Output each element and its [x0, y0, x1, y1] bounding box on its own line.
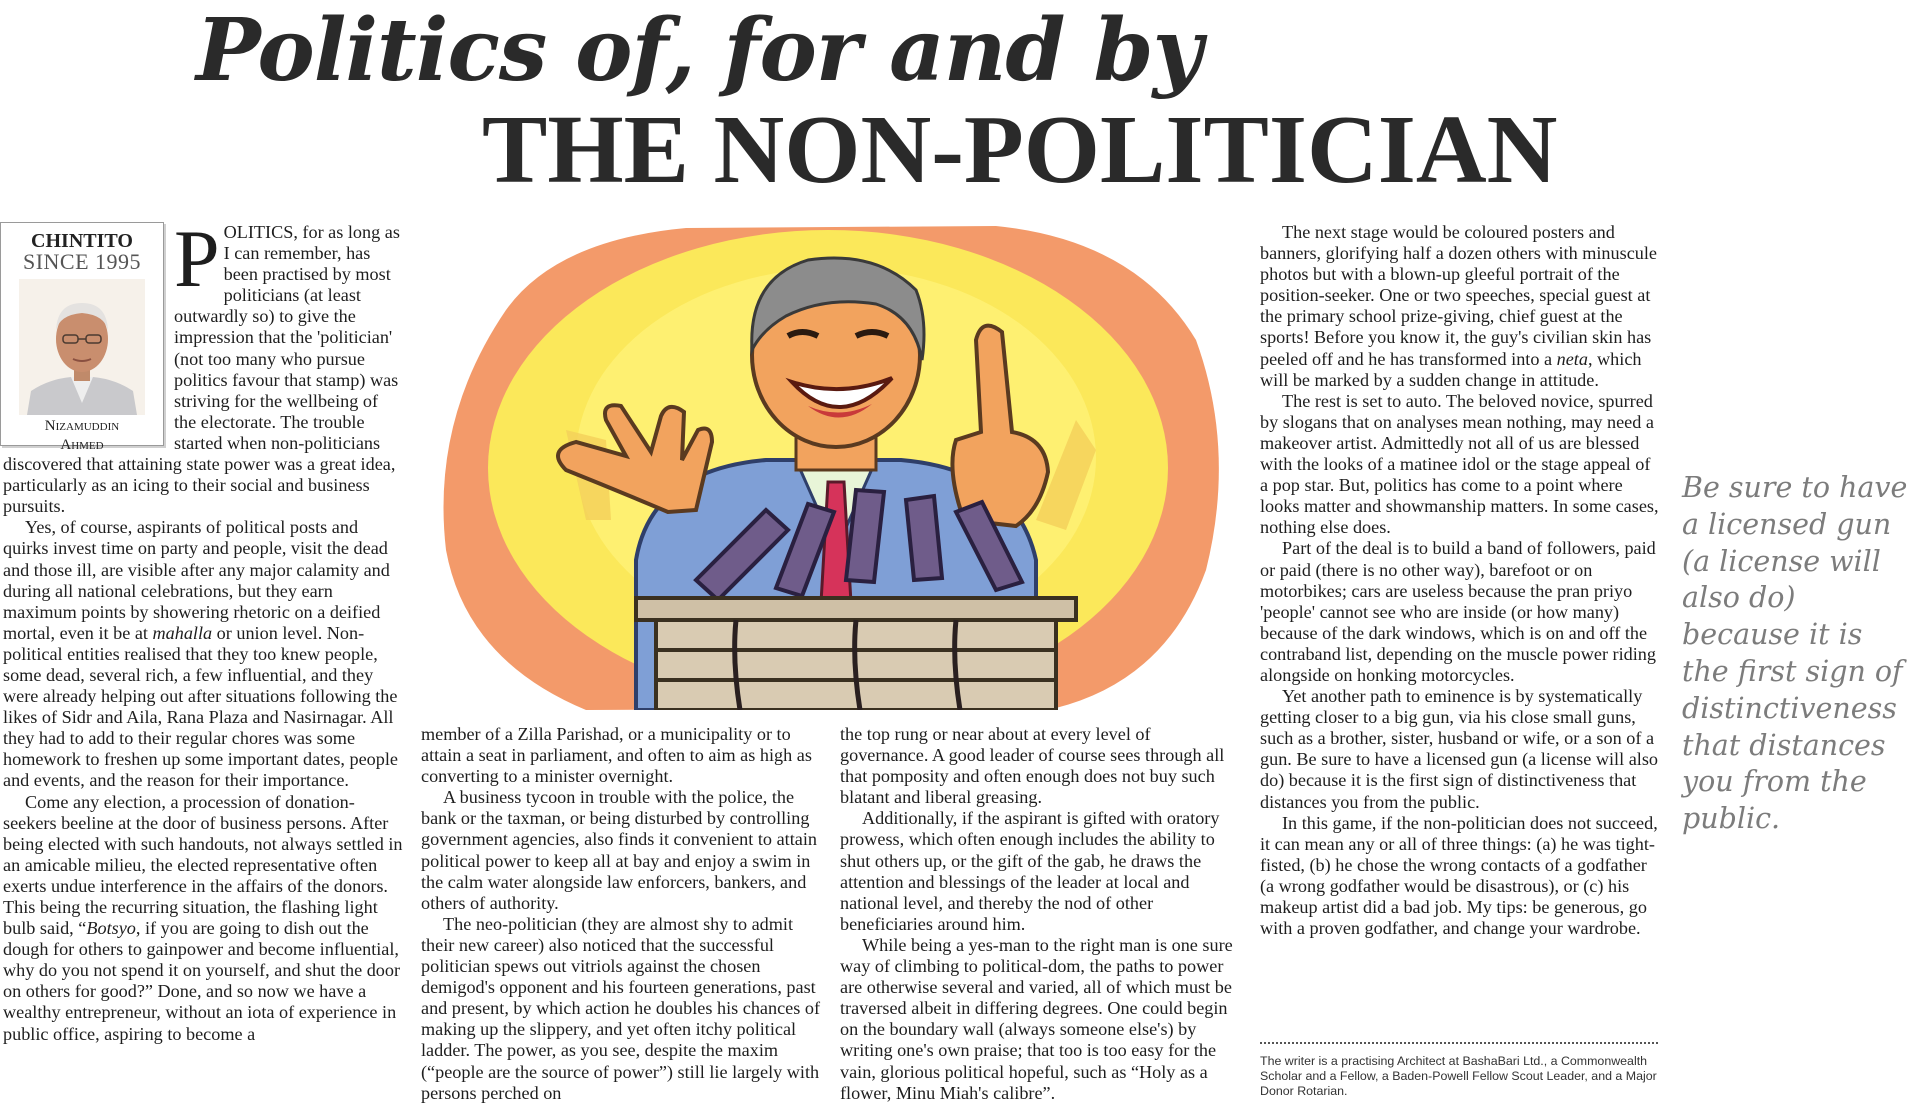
headline-line-2: THE NON-POLITICIAN: [482, 96, 1558, 204]
paragraph-12: Part of the deal is to build a band of followers, paid or paid (there is no other way), barefoot or on motorbikes; cars are useless because the pran priyo 'people' cannot see who are inside (or how many) because of the dark windows, which is on and off the contraband list, depending on the muscle power riding alongside on honking motorcycles.: [1260, 538, 1656, 685]
author-name-line-2: Ahmed: [60, 437, 104, 453]
paragraph-2: Yes, of course, aspirants of political posts and quirks invest time on party and people, visit the dead and those ill, are visible after any major calamity and during all national celebrations, but they earn maximum points by showering rhetoric on a deified mortal, even it be at mahalla or union level. Non-political entities realised that they too knew people, some dead, several rich, a few influential, and they were already helping out after situations following the likes of Sidr and Aila, Rana Plaza and Nasirnagar. All they had to add to their regular chores was some homework to freshen up some important dates, people and events, and the reason for their importance.: [3, 517, 398, 791]
column-since: SINCE 1995: [22, 249, 142, 274]
paragraph-6: The neo-politician (they are almost shy to admit their new career) also noticed that the successful politician spews out vitriols against the chosen demigod's opponent and his fourteen generations, past and present, by which action he doubles his chances of making up the slippery, and yet often itchy political ladder. The power, as you see, despite the maxim (“people are the source of power”) still lie largely with persons perched on: [421, 913, 820, 1103]
paragraph-9: While being a yes-man to the right man is one sure way of climbing to political-dom, the paths to power are otherwise several and varied, all of which must be traversed albeit in differing degrees. One could begin on the boundary wall (always someone else's) by writing one's own praise; that too is too easy for the vain, glorious political hopeful, such as “Holy as a flower, Minu Miah's calibre”.: [840, 934, 1233, 1103]
article-column-1: [3, 213, 403, 1045]
bio-divider: [1260, 1042, 1658, 1044]
drop-cap: P: [174, 213, 220, 304]
paragraph-1: POLITICS, for as long as I can remember, has been practised by most politicians (at least outwardly so) to give the impression that the 'politician' (not too many who pursue politics favour that stamp) was striving for the wellbeing of the electorate. The trouble started when non-politicians discovered that attaining state power was a great idea, particularly as an icing to their social and business pursuits.: [3, 213, 400, 517]
paragraph-4: member of a Zilla Parishad, or a municipality or to attain a seat in parliament, and often to aim as high as converting to a minister overnight.: [421, 724, 812, 787]
paragraph-7: the top rung or near about at every level of governance. A good leader of course sees through all that pomposity and often enough does not buy such blatant and liberal greasing.: [840, 724, 1225, 808]
column-name: CHINTITO: [31, 230, 133, 252]
article-column-4: [1260, 222, 1663, 939]
byline-box: [0, 222, 164, 453]
author-bio: The writer is a practising Architect at BashaBari Ltd., a Commonwealth Scholar and a Fellow, a Baden-Powell Fellow Scout Leader, and a Major Donor Rotarian.: [1260, 1054, 1657, 1098]
article-column-2: [421, 724, 824, 1104]
paragraph-5: A business tycoon in trouble with the police, the bank or the taxman, or being disturbed by controlling government agencies, also finds it convenient to attain political power to keep all at bay and enjoy a swim in the calm water alongside law enforcers, bankers, and others of authority.: [421, 787, 817, 913]
pull-quote: Be sure to have a licensed gun (a license will also do) because it is the first sign of distinctiveness that distances you from the public.: [1682, 471, 1908, 836]
paragraph-14: In this game, if the non-politician does not succeed, it can mean any or all of three things: (a) he was tight-fisted, (b) he chose the wrong contacts of a godfather (a wrong godfather would be disastrous), or (c) his makeup artist did a bad job. My tips: be generous, go with a proven godfather, and change your wardrobe.: [1260, 812, 1658, 939]
paragraph-13: Yet another path to eminence is by systematically getting closer to a big gun, via his close small guns, such as a brother, sister, husband or wife, or a son of a gun. Be sure to have a licensed gun (a license will also do) because it is the first sign of distinctiveness that distances you from the public.: [1260, 686, 1658, 812]
paragraph-10: The next stage would be coloured posters and banners, glorifying half a dozen others with minuscule photos but with a blown-up gleeful portrait of the position-seeker. One or two speeches, special guest at the primary school prize-giving, chief guest at the sports! Before you know it, the guy's civilian skin has peeled off and he has transformed into a neta, which will be marked by a sudden change in attitude.: [1260, 222, 1657, 390]
politician-illustration: [436, 220, 1228, 710]
author-name-line-1: Nizamuddin: [44, 418, 120, 434]
paragraph-8: Additionally, if the aspirant is gifted with oratory prowess, which often enough includes the ability to shut others up, or the gift of the gab, he draws the attention and blessings of the leader at local and national level, and thereby the nod of other beneficiaries around him.: [840, 808, 1220, 934]
paragraph-11: The rest is set to auto. The beloved novice, spurred by slogans that on analyses mean nothing, may need a makeover artist. Admittedly not all of us are blessed with the looks of a matinee idol or the stage appeal of a pop star. But, politics has come to a point where looks matter and showmanship matters. In some cases, nothing else does.: [1260, 390, 1659, 538]
headline-line-1: Politics of, for and by: [196, 0, 1202, 101]
author-photo: [19, 279, 145, 415]
article-column-3: [840, 724, 1243, 1104]
paragraph-3: Come any election, a procession of donation-seekers beeline at the door of business persons. After being elected with such handouts, not always settled in an amicable milieu, the elected representative often exerts undue interference in the affairs of the donors. This being the recurring situation, the flashing light bulb said, “Botsyo, if you are going to dish out the dough for others to gainpower and become influential, why do you not spend it on yourself, and shut the door on others for good?” Done, and so now we have a wealthy entrepreneur, without an iota of experience in public office, aspiring to become a: [3, 791, 403, 1044]
